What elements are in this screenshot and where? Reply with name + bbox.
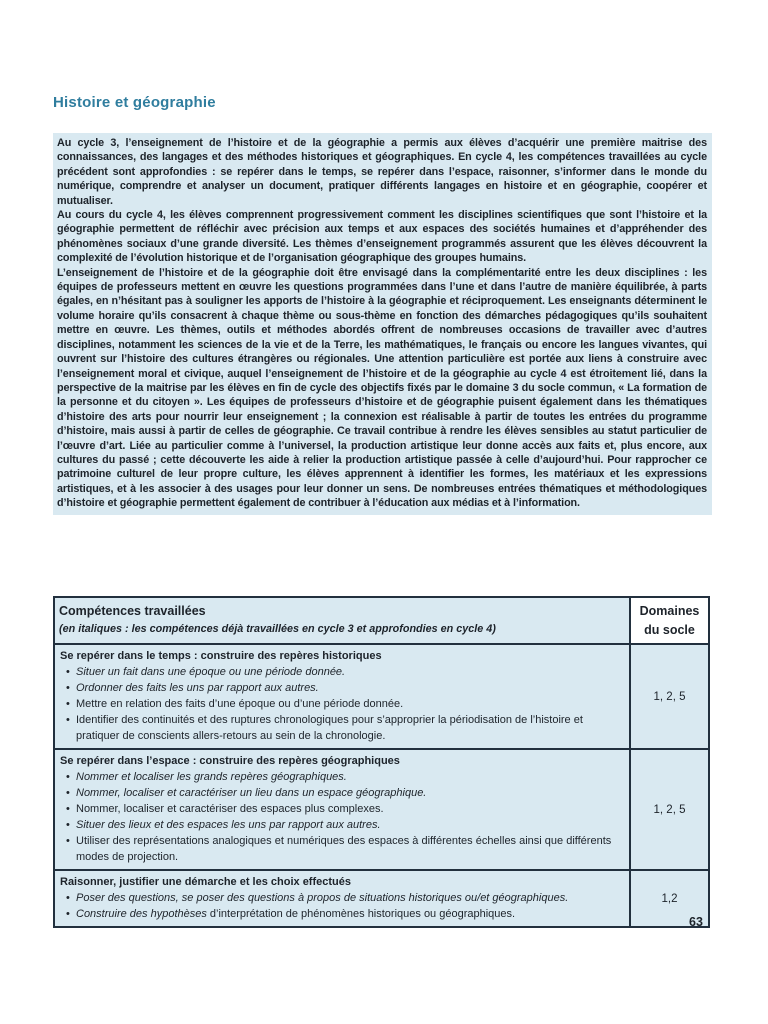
competences-table xyxy=(53,596,710,928)
bullet-icon: • xyxy=(66,682,70,694)
bullet-icon: • xyxy=(66,787,70,799)
text-segment: Au cycle 3, l’enseignement de l’histoire et de la géographie a permis aux élèves d’acquérir une première maitrise des connaissances, des langages et des méthodes historiques et géographiques. En cycle 4, les compétences travaillées au cycle précédent sont approfondies : se repérer dans le temps, se repérer dans l’espace, raisonner, s’informer dans le monde du numérique, comprendre et analyser un document, pratiquer différents langages en histoire et en géographie, coopérer et mutualiser. xyxy=(57,137,707,207)
bullet-text xyxy=(76,785,621,801)
competence-bullet-item xyxy=(59,712,621,744)
competence-bullet-item xyxy=(59,785,621,801)
italic-text-segment: Situer des lieux et des espaces les uns par rapport aux autres. xyxy=(76,819,381,831)
page-title: Histoire et géographie xyxy=(53,94,216,111)
bullet-text xyxy=(76,664,621,680)
bullet-text xyxy=(76,712,621,744)
text-segment: L’enseignement de l’histoire et de la géographie doit être envisagé dans la complémentarité entre les deux disciplines : les équipes de professeurs mettent en œuvre les questions programmées dans l’une et dans l’autre de manière équilibrée, à xyxy=(57,266,707,294)
bullet-text xyxy=(76,680,621,696)
text-segment: Identifier des continuités et des ruptures chronologiques pour s’approprier la périodisation de l’histoire et pratiquer de conscients allers-retours au sein de la chronologie. xyxy=(76,714,583,742)
table-header-domaines-cell xyxy=(631,598,708,643)
competence-bullet-item xyxy=(59,801,621,817)
bullet-icon: • xyxy=(66,771,70,783)
table-header-competences-cell xyxy=(55,598,631,643)
italic-text-segment: Construire des hypothèses xyxy=(76,908,207,920)
bullet-icon: • xyxy=(66,714,70,726)
text-segment: Nommer, localiser et caractériser des espaces plus complexes. xyxy=(76,803,384,815)
domains-cell: 1,2 xyxy=(661,892,678,905)
bullet-icon: • xyxy=(66,698,70,710)
table-header-subtitle: (en italiques : les compétences déjà travaillées en cycle 3 et approfondies en cycle 4) xyxy=(59,623,496,635)
competence-row xyxy=(55,748,708,869)
bullet-text xyxy=(76,696,621,712)
bullet-icon: • xyxy=(66,892,70,904)
competence-cell xyxy=(55,871,631,926)
competence-cell xyxy=(55,645,631,748)
competences-table-body xyxy=(55,643,708,926)
text-segment: Utiliser des représentations analogiques et numériques des espaces à différentes échelles ainsi que différents modes de projection. xyxy=(76,835,612,863)
text-segment: Mettre en relation des faits d’une époque ou d’une période donnée. xyxy=(76,698,404,710)
page-number: 63 xyxy=(689,915,703,929)
competence-row xyxy=(55,869,708,926)
competence-bullet-item xyxy=(59,890,621,906)
bullet-icon: • xyxy=(66,666,70,678)
competence-bullet-item xyxy=(59,696,621,712)
competence-bullet-item xyxy=(59,664,621,680)
text-segment: d’interprétation de phénomènes historiques ou géographiques. xyxy=(206,908,516,920)
italic-text-segment: Nommer et localiser les grands repères géographiques. xyxy=(76,771,347,783)
competence-heading: Se repérer dans le temps : construire des repères historiques xyxy=(60,650,382,662)
intro-paragraph xyxy=(57,136,707,208)
bullet-icon: • xyxy=(66,835,70,847)
domaines-label-line2: du socle xyxy=(644,622,695,637)
competence-bullet-item xyxy=(59,817,621,833)
intro-paragraph xyxy=(57,208,707,266)
italic-text-segment: Poser des questions, se poser des questions à propos de situations historiques ou/et géographiques. xyxy=(76,892,569,904)
table-header-row xyxy=(55,598,708,643)
bullet-text xyxy=(76,801,621,817)
table-header-title: Compétences travaillées xyxy=(59,604,206,618)
bullet-text xyxy=(76,817,621,833)
competence-bullet-item xyxy=(59,833,621,865)
italic-text-segment: Nommer, localiser et caractériser un lieu dans un espace géographique. xyxy=(76,787,427,799)
competence-cell xyxy=(55,750,631,869)
bullet-icon: • xyxy=(66,908,70,920)
domains-cell: 1, 2, 5 xyxy=(653,803,686,816)
bullet-text xyxy=(76,906,621,922)
intro-paragraph xyxy=(57,266,707,511)
competence-heading: Raisonner, justifier une démarche et les choix effectués xyxy=(60,876,351,888)
bullet-text xyxy=(76,890,621,906)
italic-text-segment: Ordonner des faits les uns par rapport aux autres. xyxy=(76,682,319,694)
text-segment: , en n’hésitant pas à souligner les apports de l’histoire à la géographie et réciproquement. Les enseignants déterminent le volume horaire qu’ils consacrent à chaque thème ou sous-thème en fonction des démarches pédagogiques qu’ils souhaitent mettre en œuvre. Les thèmes, outils et méthodes abordés offrent de nombreuses occasions de travailler avec d’autres disciplines, notamment les sciences de la vie et de la Terre, les mathématiques, le français ou encore les langues vivantes, qui ouvrent sur l’histoire des cultures étrangères ou régionales. Une attention particulière est portée aux liens à construire avec l’enseignement moral et civique, auquel l’enseignement de l’histoire et de la géographie au cycle 4 est étroitement lié, dans la perspective de la maitrise par les élèves en fin de cycle des objectifs fixés par le domaine 3 du socle commun, « La formation de la personne et du citoyen ». Les équipes de professeurs d’histoire et de géographie puisent également dans les thématiques d’histoire des arts pour nourrir leur enseignement ; la connexion est réalisable à partir de toutes les entrées du programme d’histoire, mais aussi à partir de celles de géographie. Ce travail contribue à rendre les élèves sensibles au statut particulier de l’œuvre d’art. Liée au particulier comme à l’universel, la production artistique leur donne accès aux faits et, plus encore, aux cultures du passé ; cette découverte les aide à relier la production artistique passée à celle d’aujourd’hui. Pour rapprocher ce patrimoine culturel de leur propre culture, les élèves apprennent à identifier les formes, les matériaux et les expressions artistiques, et à les associer à des usages pour leur donner un sens. De nombreuses entrées thématiques et méthodologiques d’histoire et géographie permettent également de contribuer à l’éducation aux médias et à l’information. xyxy=(57,295,707,510)
bullet-text xyxy=(76,769,621,785)
intro-block xyxy=(53,133,712,515)
text-segment: Au cours du cycle 4, les élèves comprennent progressivement comment les disciplines scientifiques que sont l’histoire et la géographie permettent de réfléchir avec précision aux temps et aux espaces des sociétés humaines et d’appréhender des phénomènes sociaux d’une grande diversité. Les thèmes d’enseignement programmés assurent que les élèves découvrent la complexité de l’évolution historique et de l’organisation géographique des groupes humains. xyxy=(57,209,707,265)
competence-bullet-item xyxy=(59,680,621,696)
bullet-icon: • xyxy=(66,819,70,831)
bold-text-segment: parts égales xyxy=(57,281,707,308)
competence-row xyxy=(55,643,708,748)
bullet-text xyxy=(76,833,621,865)
competence-bullet-item xyxy=(59,906,621,922)
domains-cell: 1, 2, 5 xyxy=(653,690,686,703)
italic-text-segment: Situer un fait dans une époque ou une période donnée. xyxy=(76,666,346,678)
competence-bullet-item xyxy=(59,769,621,785)
competence-heading: Se repérer dans l’espace : construire des repères géographiques xyxy=(60,755,400,767)
domaines-label-line1: Domaines xyxy=(639,603,700,618)
bullet-icon: • xyxy=(66,803,70,815)
